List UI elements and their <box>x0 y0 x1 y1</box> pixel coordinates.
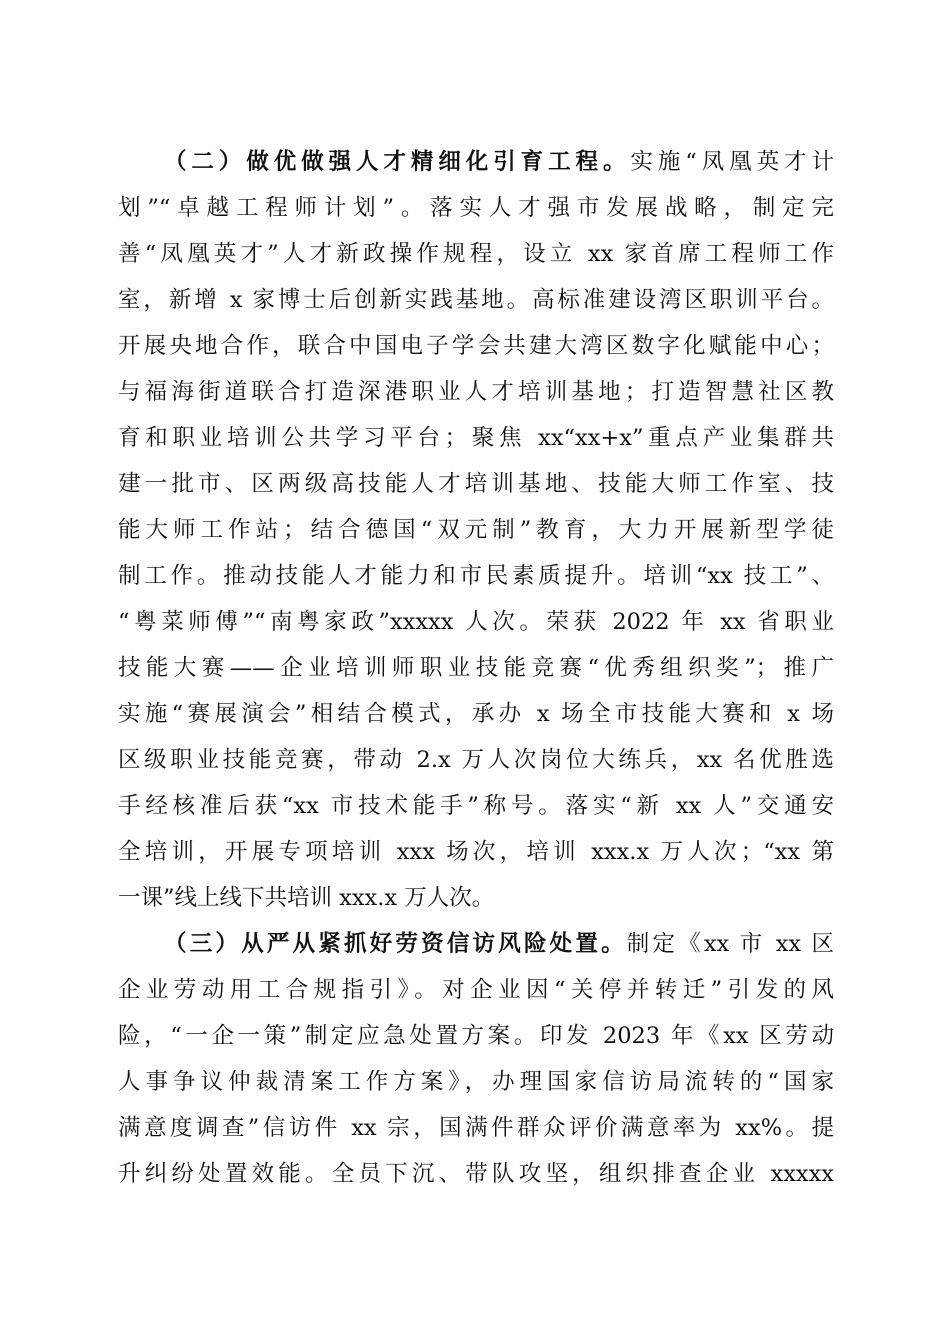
paragraph-section2-line-9: 能大师工作站；结合德国“双元制”教育，大力开展新型学徒 <box>118 517 834 543</box>
paragraph-section2-line-6: 与福海街道联合打造深港职业人才培训基地；打造智慧社区教 <box>118 379 834 405</box>
paragraph-section2-line-3: 善“凤凰英才”人才新政操作规程，设立 xx 家首席工程师工作 <box>118 241 834 267</box>
paragraph-section3-line-3: 险，“一企一策”制定应急处置方案。印发 2023 年《xx 区劳动 <box>118 1023 834 1049</box>
paragraph-section2-line-15: 手经核准后获“xx 市技术能手”称号。落实“新 xx 人”交通安 <box>118 793 834 819</box>
paragraph-section2-line-5: 开展央地合作，联合中国电子学会共建大湾区数字化赋能中心； <box>118 333 834 359</box>
paragraph-section2-line-17: 一课”线上线下共培训 xxx.x 万人次。 <box>118 885 495 911</box>
paragraph-section2-line-1 <box>164 142 834 182</box>
paragraph-section2-line-4: 室，新增 x 家博士后创新实践基地。高标准建设湾区职训平台。 <box>118 287 834 313</box>
paragraph-section2-line-11: “粤菜师傅”“南粤家政”xxxxx 人次。荣获 2022 年 xx 省职业 <box>118 609 834 635</box>
paragraph-section2-line-7: 育和职业培训公共学习平台；聚焦 xx“xx+x”重点产业集群共 <box>118 425 834 451</box>
paragraph-section2-line-14: 区级职业技能竞赛，带动 2.x 万人次岗位大练兵，xx 名优胜选 <box>118 747 834 773</box>
section3-heading: （三）从严从紧抓好劳资信访风险处置。 <box>164 931 627 957</box>
section2-heading: （二）做优做强人才精细化引育工程。 <box>164 149 631 175</box>
paragraph-section2-line-2: 划”“卓越工程师计划”。落实人才强市发展战略，制定完 <box>118 195 834 221</box>
section2-line-1-text: 实施“凤凰英才计 <box>630 149 834 175</box>
paragraph-section2-line-12: 技能大赛——企业培训师职业技能竞赛“优秀组织奖”；推广 <box>118 655 834 681</box>
paragraph-section2-line-16: 全培训，开展专项培训 xxx 场次，培训 xxx.x 万人次；“xx 第 <box>118 839 834 865</box>
section3-line-1-text: 制定《xx 市 xx 区 <box>626 931 834 957</box>
paragraph-section2-line-13: 实施“赛展演会”相结合模式，承办 x 场全市技能大赛和 x 场 <box>118 701 834 727</box>
paragraph-section2-line-10: 制工作。推动技能人才能力和市民素质提升。培训“xx 技工”、 <box>118 563 834 589</box>
paragraph-section3-line-5: 满意度调查”信访件 xx 宗，国满件群众评价满意率为 xx%。提 <box>118 1115 834 1141</box>
paragraph-section3-line-4: 人事争议仲裁清案工作方案》，办理国家信访局流转的“国家 <box>118 1069 834 1095</box>
paragraph-section2-line-8: 建一批市、区两级高技能人才培训基地、技能大师工作室、技 <box>118 471 834 497</box>
paragraph-section3-line-6: 升纠纷处置效能。全员下沉、带队攻坚，组织排查企业 xxxxx <box>118 1161 834 1187</box>
paragraph-section3-line-1 <box>164 924 834 964</box>
paragraph-section3-line-2: 企业劳动用工合规指引》。对企业因“关停并转迁”引发的风 <box>118 977 834 1003</box>
